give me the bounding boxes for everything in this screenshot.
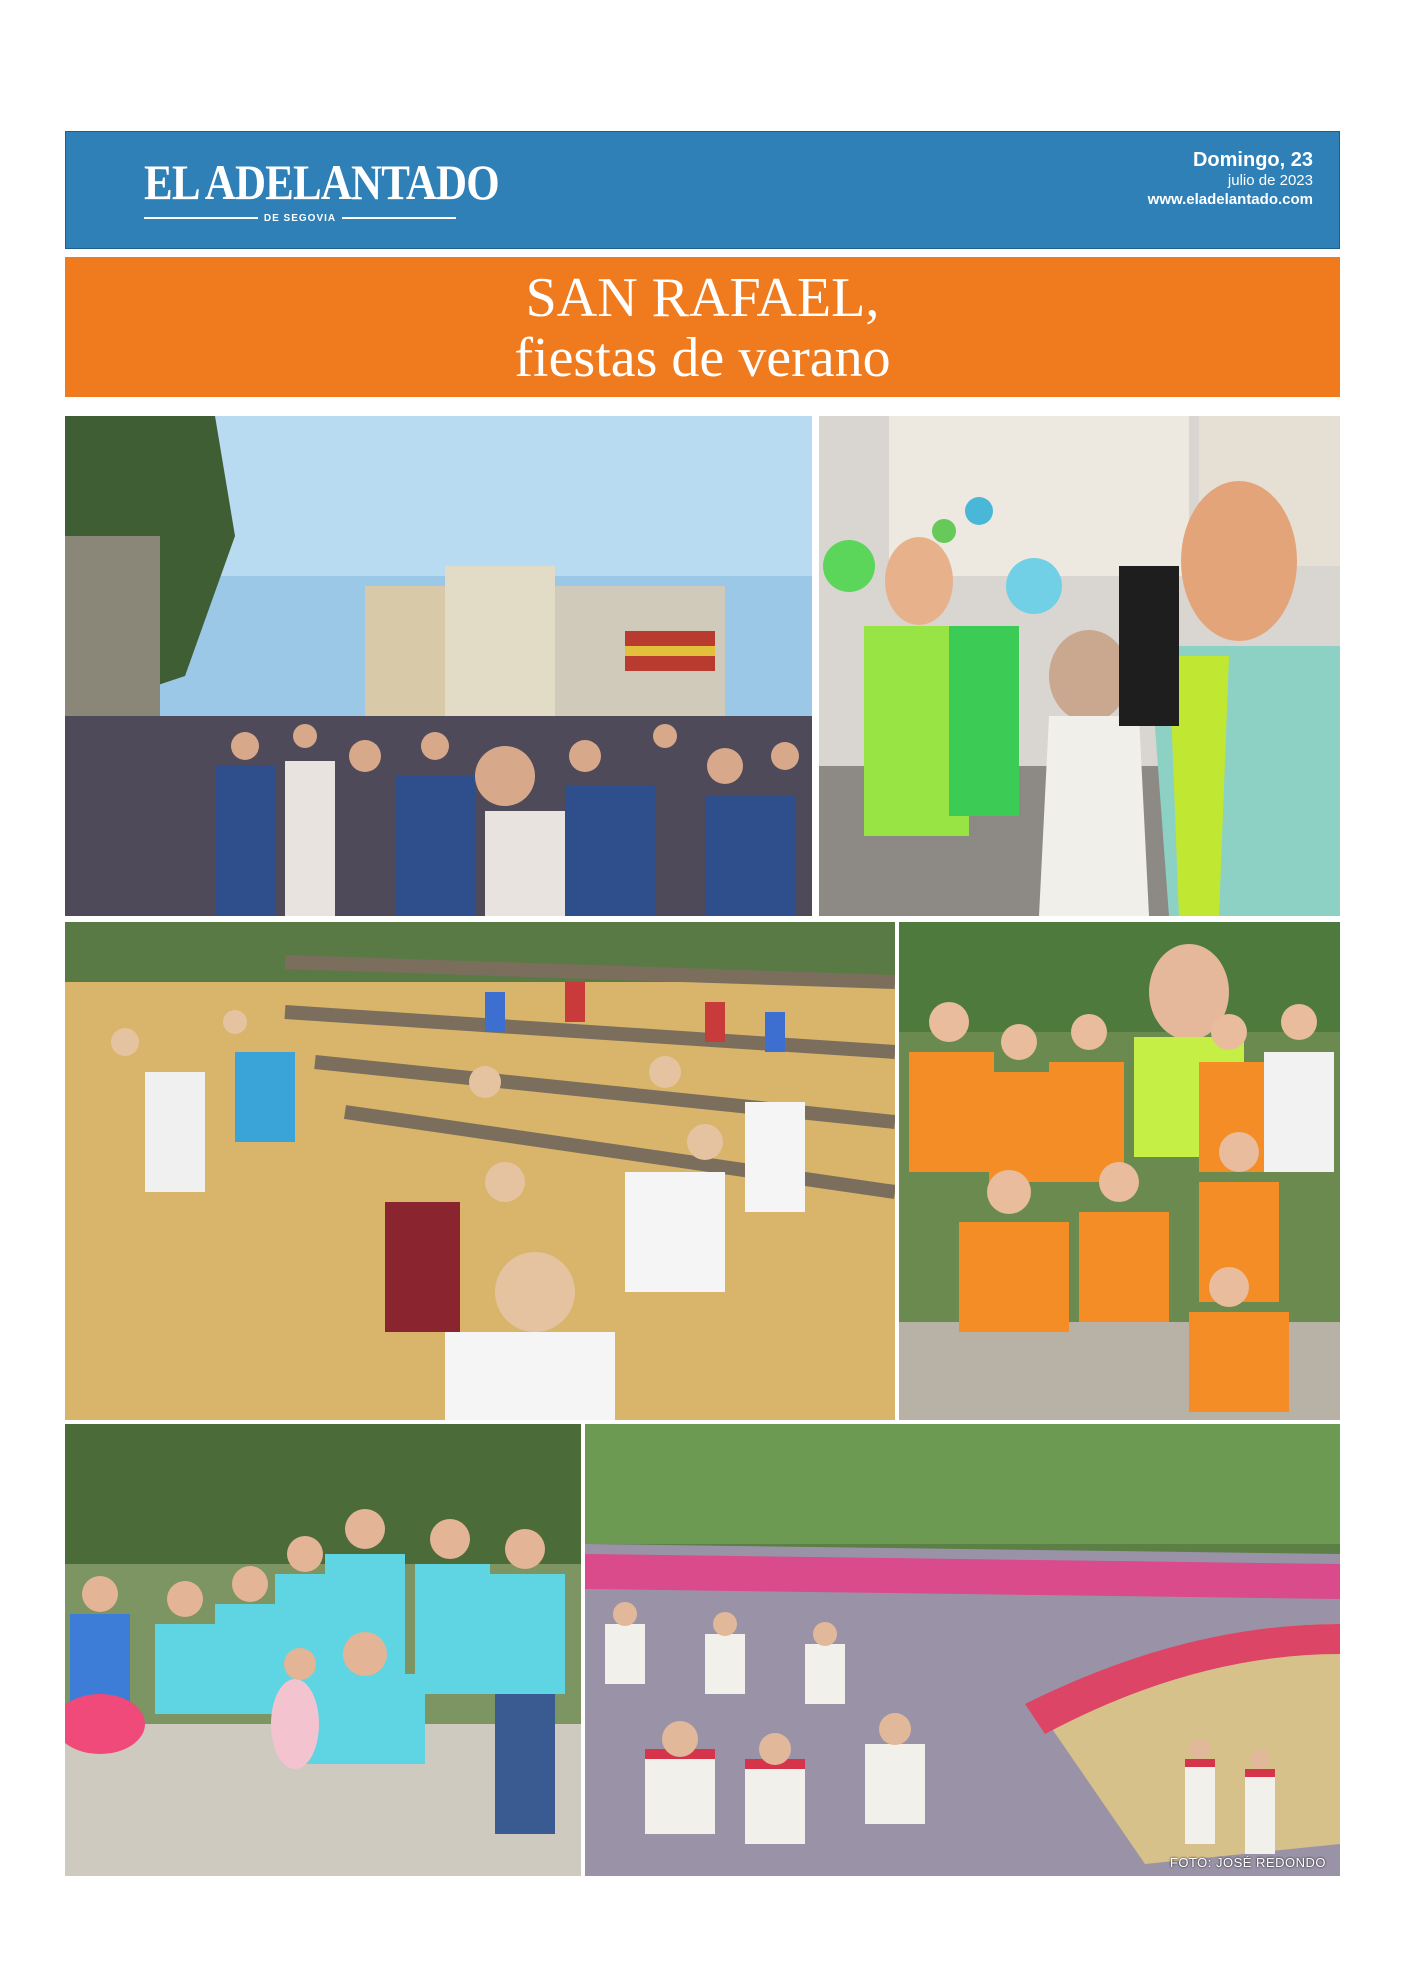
photo-runners-arena xyxy=(65,922,895,1420)
issue-date-block xyxy=(1148,148,1313,210)
giant-heads-image xyxy=(819,416,1340,916)
logo-subtitle xyxy=(144,212,456,224)
newspaper-logo[interactable] xyxy=(144,154,499,226)
photo-credit: FOTO: JOSÉ REDONDO xyxy=(1169,1855,1326,1870)
logo-text: EL ADELANTADO xyxy=(144,154,499,210)
photo-orange-group xyxy=(899,922,1340,1420)
headline-banner xyxy=(65,257,1340,397)
issue-day: Domingo, 23 xyxy=(1192,149,1313,171)
website-link[interactable]: www.eladelantado.com xyxy=(1147,191,1313,208)
orange-group-image xyxy=(899,922,1340,1420)
issue-month: julio de 2023 xyxy=(1227,172,1313,189)
bullring-crowd-image xyxy=(585,1424,1340,1876)
headline-line-2: fiestas de verano xyxy=(514,327,891,389)
logo-rule-right xyxy=(342,217,456,219)
headline-line-1: SAN RAFAEL, xyxy=(525,267,880,329)
photo-crowd-square xyxy=(65,416,812,916)
photo-giant-heads-parade xyxy=(819,416,1340,916)
logo-subtitle-text: DE SEGOVIA xyxy=(263,212,337,224)
crowd-square-image xyxy=(65,416,812,916)
photo-bullring-crowd xyxy=(585,1424,1340,1876)
runners-arena-image xyxy=(65,922,895,1420)
photo-turquoise-group xyxy=(65,1424,581,1876)
logo-rule-left xyxy=(144,217,258,219)
turquoise-group-image xyxy=(65,1424,581,1876)
masthead xyxy=(65,131,1340,249)
